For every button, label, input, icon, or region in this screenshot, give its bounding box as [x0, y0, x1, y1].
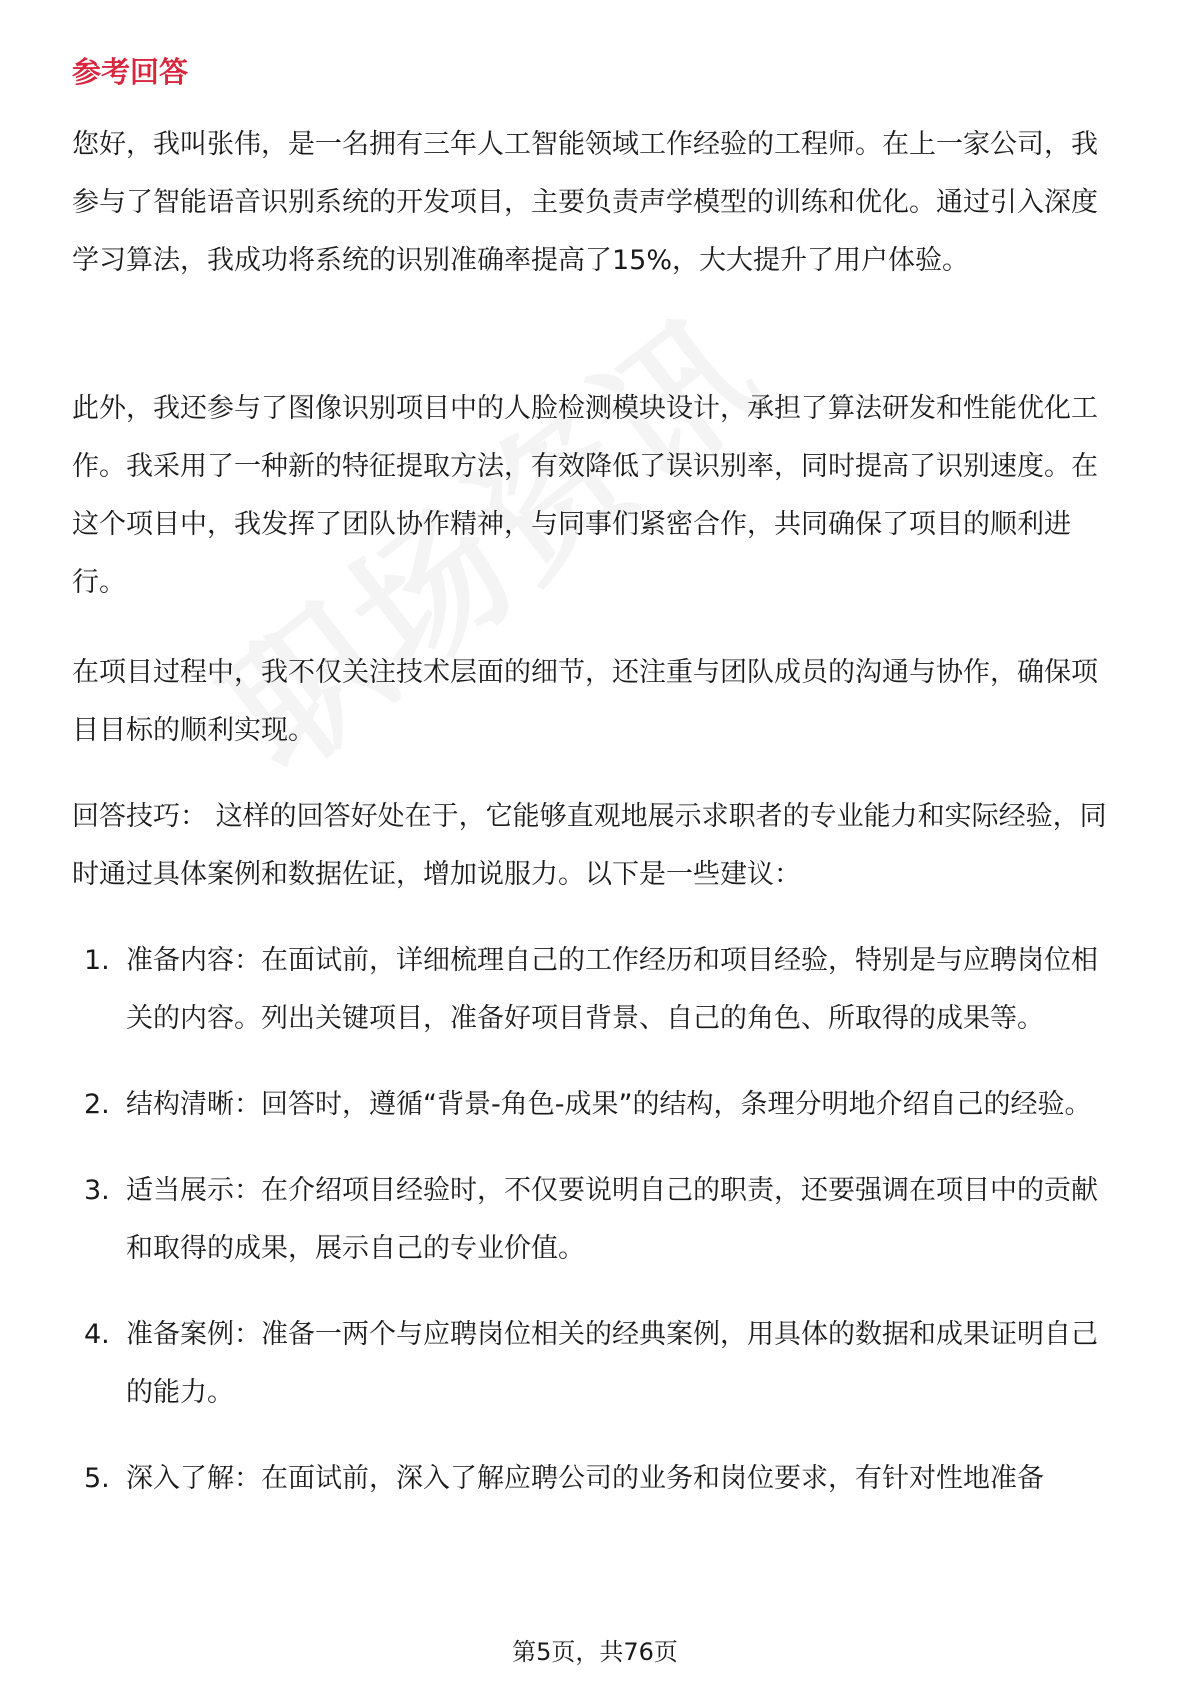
- tip-text: 深入了解：在面试前，深入了解应聘公司的业务和岗位要求，有针对性地准备: [126, 1463, 1044, 1494]
- tip-item: [72, 1076, 1122, 1134]
- answer-paragraph-1: 您好，我叫张伟，是一名拥有三年人工智能领域工作经验的工程师。在上一家公司，我参与了智能语音识别系统的开发项目，主要负责声学模型的训练和优化。通过引入深度学习算法，我成功将系统的识别准确率提高了15%，大大提升了用户体验。: [72, 129, 1098, 276]
- tip-text: 准备内容：在面试前，详细梳理自己的工作经历和项目经验，特别是与应聘岗位相关的内容。列出关键项目，准备好项目背景、自己的角色、所取得的成果等。: [126, 945, 1098, 1034]
- tip-number: 3.: [84, 1175, 110, 1206]
- tip-text: 结构清晰：回答时，遵循“背景-角色-成果”的结构，条理分明地介绍自己的经验。: [126, 1089, 1092, 1120]
- tip-item: [72, 1450, 1122, 1508]
- tips-list: [72, 932, 1122, 1536]
- tip-item: [72, 1162, 1122, 1278]
- section-heading: 参考回答: [72, 55, 189, 89]
- tip-text: 准备案例：准备一两个与应聘岗位相关的经典案例，用具体的数据和成果证明自己的能力。: [126, 1319, 1098, 1408]
- tips-intro-paragraph: 回答技巧： 这样的回答好处在于，它能够直观地展示求职者的专业能力和实际经验，同时通过具体案例和数据佐证，增加说服力。以下是一些建议：: [72, 801, 1107, 890]
- page-number-footer: 第5页，共76页: [512, 1638, 678, 1666]
- tip-number: 2.: [84, 1089, 110, 1120]
- tip-text: 适当展示：在介绍项目经验时，不仅要说明自己的职责，还要强调在项目中的贡献和取得的成果，展示自己的专业价值。: [126, 1175, 1098, 1264]
- tip-item: [72, 1306, 1122, 1422]
- tip-number: 4.: [84, 1319, 110, 1350]
- answer-paragraph-3: 在项目过程中，我不仅关注技术层面的细节，还注重与团队成员的沟通与协作，确保项目目标的顺利实现。: [72, 657, 1098, 746]
- tip-item: [72, 932, 1122, 1048]
- answer-paragraph-2: 此外，我还参与了图像识别项目中的人脸检测模块设计，承担了算法研发和性能优化工作。我采用了一种新的特征提取方法，有效降低了误识别率，同时提高了识别速度。在这个项目中，我发挥了团队协作精神，与同事们紧密合作，共同确保了项目的顺利进行。: [72, 393, 1098, 598]
- tip-number: 1.: [84, 945, 110, 976]
- tip-number: 5.: [84, 1463, 110, 1494]
